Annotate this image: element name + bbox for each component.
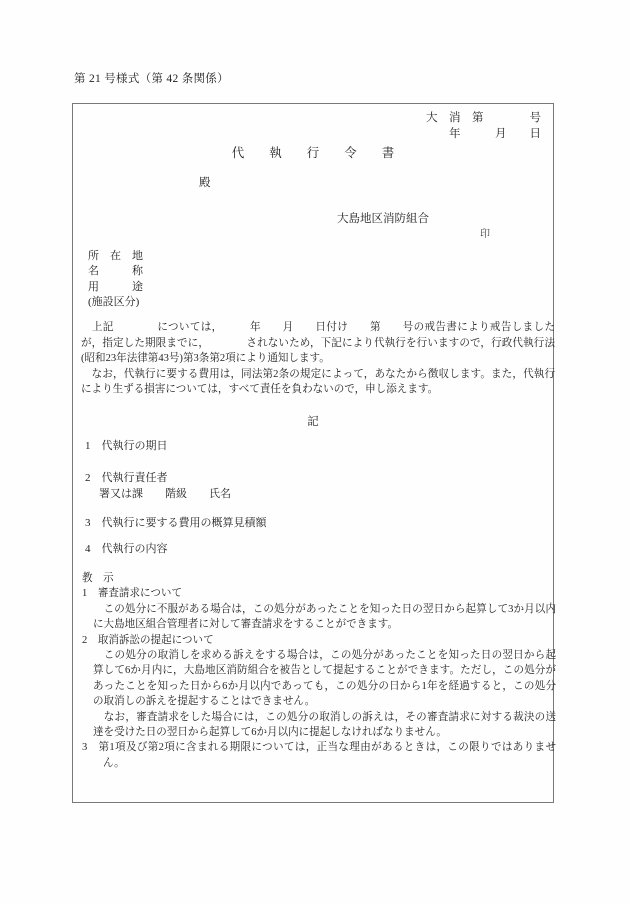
seal-mark: 印: [480, 229, 490, 240]
field-use-label: 用 途: [88, 280, 143, 293]
record-marker: 記: [307, 416, 319, 428]
notice-heading: 教 示: [82, 573, 114, 584]
notice-item-2-supplement: なお，審査請求をした場合には，この処分の取消しの訴えは，その審査請求に対する裁決の送達を受けた日の翌日から起算して6か月以内に提起しなければなりません。: [93, 711, 556, 739]
notice-section: [82, 571, 556, 771]
notice-item-2-title: 2 取消訴訟の提起について: [82, 634, 214, 646]
document-title: 代 執 行 令 書: [231, 146, 395, 160]
record-item-2-detail: 署又は課 階級 氏名: [99, 488, 231, 500]
issuer-name: 大島地区消防組合: [337, 213, 429, 225]
date-line: 年 月 日: [449, 128, 541, 140]
addressee-suffix: 殿: [199, 177, 211, 189]
record-item-1: 1 代執行の期日: [85, 440, 168, 452]
form-box: [72, 103, 554, 803]
document-number-line: 大 消 第 号: [426, 112, 541, 124]
property-fields: [88, 249, 143, 310]
record-item-3: 3 代執行に要する費用の概算見積額: [85, 517, 267, 529]
field-location-label: 所 在 地: [88, 250, 143, 262]
notice-item-1-title: 1 審査請求について: [82, 588, 182, 600]
notice-item-3: 3 第1項及び第2項に含まれる期限については，正当な理由があるときは，この限りではありません。: [82, 742, 556, 769]
record-item-4: 4 代執行の内容: [85, 543, 168, 555]
body-paragraph-2: なお，代執行に要する費用は，同法第2条の規定によって，あなたから徴収します。また，代執行により生ずる損害については，すべて責任を負わないので，申し添えます。: [81, 368, 555, 395]
body-paragraph-1: 上記 については， 年 月 日付け 第 号の戒告書により戒告しましたが，指定した期限までに， されないため，下記により代執行を行いますので，行政代執行法(昭和23年法律第43号)第3条第2項により通知します。: [81, 322, 555, 364]
form-number: 第 21 号様式（第 42 条関係）: [74, 73, 229, 85]
record-item-2: 2 代執行責任者: [85, 472, 168, 484]
field-name-label: 名 称: [88, 265, 143, 278]
notice-item-1-body: この処分に不服がある場合は，この処分があったことを知った日の翌日から起算して3か月以内に大島地区組合管理者に対して審査請求をすることができます。: [93, 603, 556, 631]
body-text: [81, 320, 555, 398]
field-facility-category-label: (施設区分): [88, 295, 140, 308]
notice-item-2-body: この処分の取消しを求める訴えをする場合は，この処分があったことを知った日の翌日から起算して6か月内に，大島地区消防組合を被告として提起することができます。ただし，この処分があったことを知った日から6か月以内であっても，この処分の日から1年を経過すると，この処分の取消しの訴えを提起することはできません。: [93, 650, 556, 708]
